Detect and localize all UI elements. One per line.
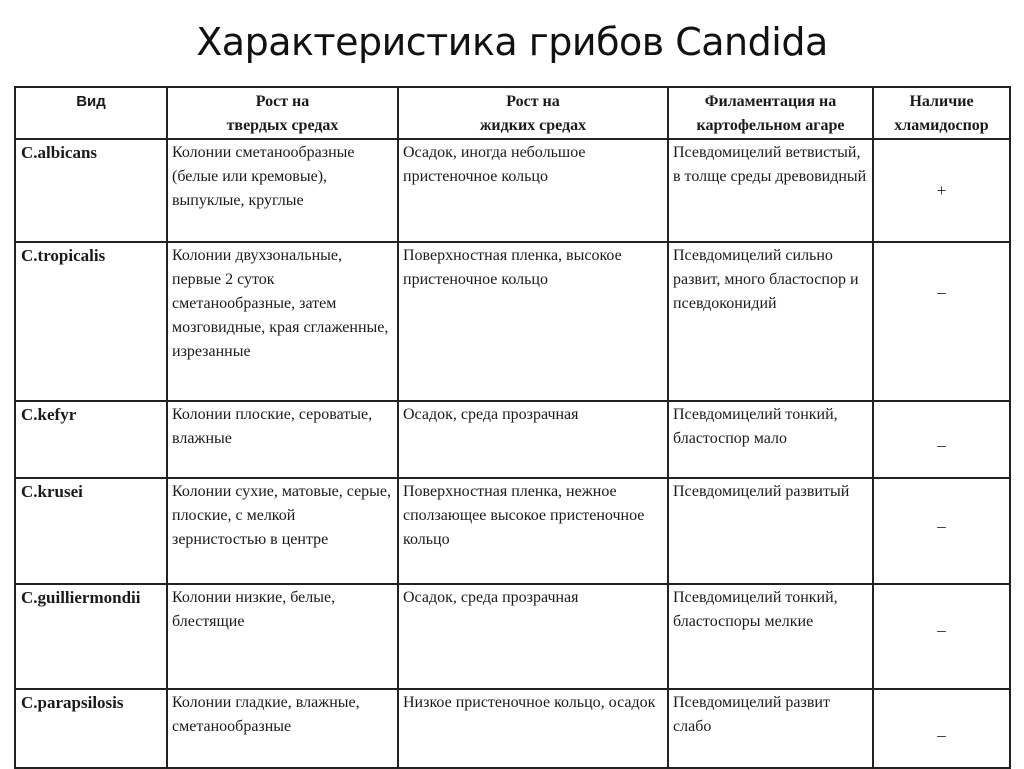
table-row <box>15 584 1010 689</box>
liquid-media-cell: Поверхностная пленка, нежное сползающее высокое пристеночное кольцо <box>398 478 668 584</box>
filamentation-cell: Псевдомицелий развит слабо <box>668 689 873 768</box>
filamentation-cell: Псевдомицелий ветвистый, в толще среды древовидный <box>668 139 873 242</box>
chlamydospores-cell: _ <box>873 478 1010 584</box>
chlamydospores-cell: _ <box>873 584 1010 689</box>
table-row <box>15 242 1010 401</box>
table-row <box>15 139 1010 242</box>
filamentation-cell: Псевдомицелий развитый <box>668 478 873 584</box>
header-filamentation-line1: Филаментация на <box>704 93 837 110</box>
header-chlamydospores-line2: хламидоспор <box>894 117 989 134</box>
table-row <box>15 478 1010 584</box>
chlamydospores-cell: _ <box>873 401 1010 478</box>
species-cell: C.kefyr <box>15 401 167 478</box>
header-filamentation-line2: картофельном агаре <box>696 117 845 134</box>
chlamydospores-cell: _ <box>873 689 1010 768</box>
species-cell: C.parapsilosis <box>15 689 167 768</box>
species-cell: C.tropicalis <box>15 242 167 401</box>
header-liquid-line2: жидких средах <box>479 117 587 134</box>
liquid-media-cell: Осадок, иногда небольшое пристеночное кольцо <box>398 139 668 242</box>
header-liquid-line1: Рост на <box>506 93 560 110</box>
liquid-media-cell: Низкое пристеночное кольцо, осадок <box>398 689 668 768</box>
header-species-label: Вид <box>76 93 106 110</box>
slide-title: Характеристика грибов Candida <box>196 20 828 64</box>
table-header-row <box>15 87 1010 139</box>
solid-media-cell: Колонии сметанообразные (белые или кремовые), выпуклые, круглые <box>167 139 398 242</box>
filamentation-cell: Псевдомицелий сильно развит, много бластоспор и псевдоконидий <box>668 242 873 401</box>
header-solid-media <box>167 87 398 139</box>
filamentation-cell: Псевдомицелий тонкий, бластоспор мало <box>668 401 873 478</box>
species-cell: C.albicans <box>15 139 167 242</box>
solid-media-cell: Колонии плоские, сероватые, влажные <box>167 401 398 478</box>
header-chlamydospores <box>873 87 1010 139</box>
solid-media-cell: Колонии сухие, матовые, серые, плоские, с мелкой зернистостью в центре <box>167 478 398 584</box>
liquid-media-cell: Поверхностная пленка, высокое пристеночное кольцо <box>398 242 668 401</box>
species-cell: C.krusei <box>15 478 167 584</box>
header-solid-line1: Рост на <box>255 93 310 110</box>
liquid-media-cell: Осадок, среда прозрачная <box>398 584 668 689</box>
table-row <box>15 401 1010 478</box>
solid-media-cell: Колонии гладкие, влажные, сметанообразные <box>167 689 398 768</box>
header-liquid-media <box>398 87 668 139</box>
header-species <box>15 87 167 139</box>
header-chlamydospores-line1: Наличие <box>909 93 974 110</box>
header-solid-line2: твердых средах <box>226 117 339 134</box>
liquid-media-cell: Осадок, среда прозрачная <box>398 401 668 478</box>
header-filamentation <box>668 87 873 139</box>
filamentation-cell: Псевдомицелий тонкий, бластоспоры мелкие <box>668 584 873 689</box>
solid-media-cell: Колонии двухзональные, первые 2 суток сметанообразные, затем мозговидные, края сглаженные, изрезанные <box>167 242 398 401</box>
candida-characteristics-table <box>14 86 1011 769</box>
table-row <box>15 689 1010 768</box>
species-cell: C.guilliermondii <box>15 584 167 689</box>
chlamydospores-cell: + <box>873 139 1010 242</box>
chlamydospores-cell: _ <box>873 242 1010 401</box>
solid-media-cell: Колонии низкие, белые, блестящие <box>167 584 398 689</box>
